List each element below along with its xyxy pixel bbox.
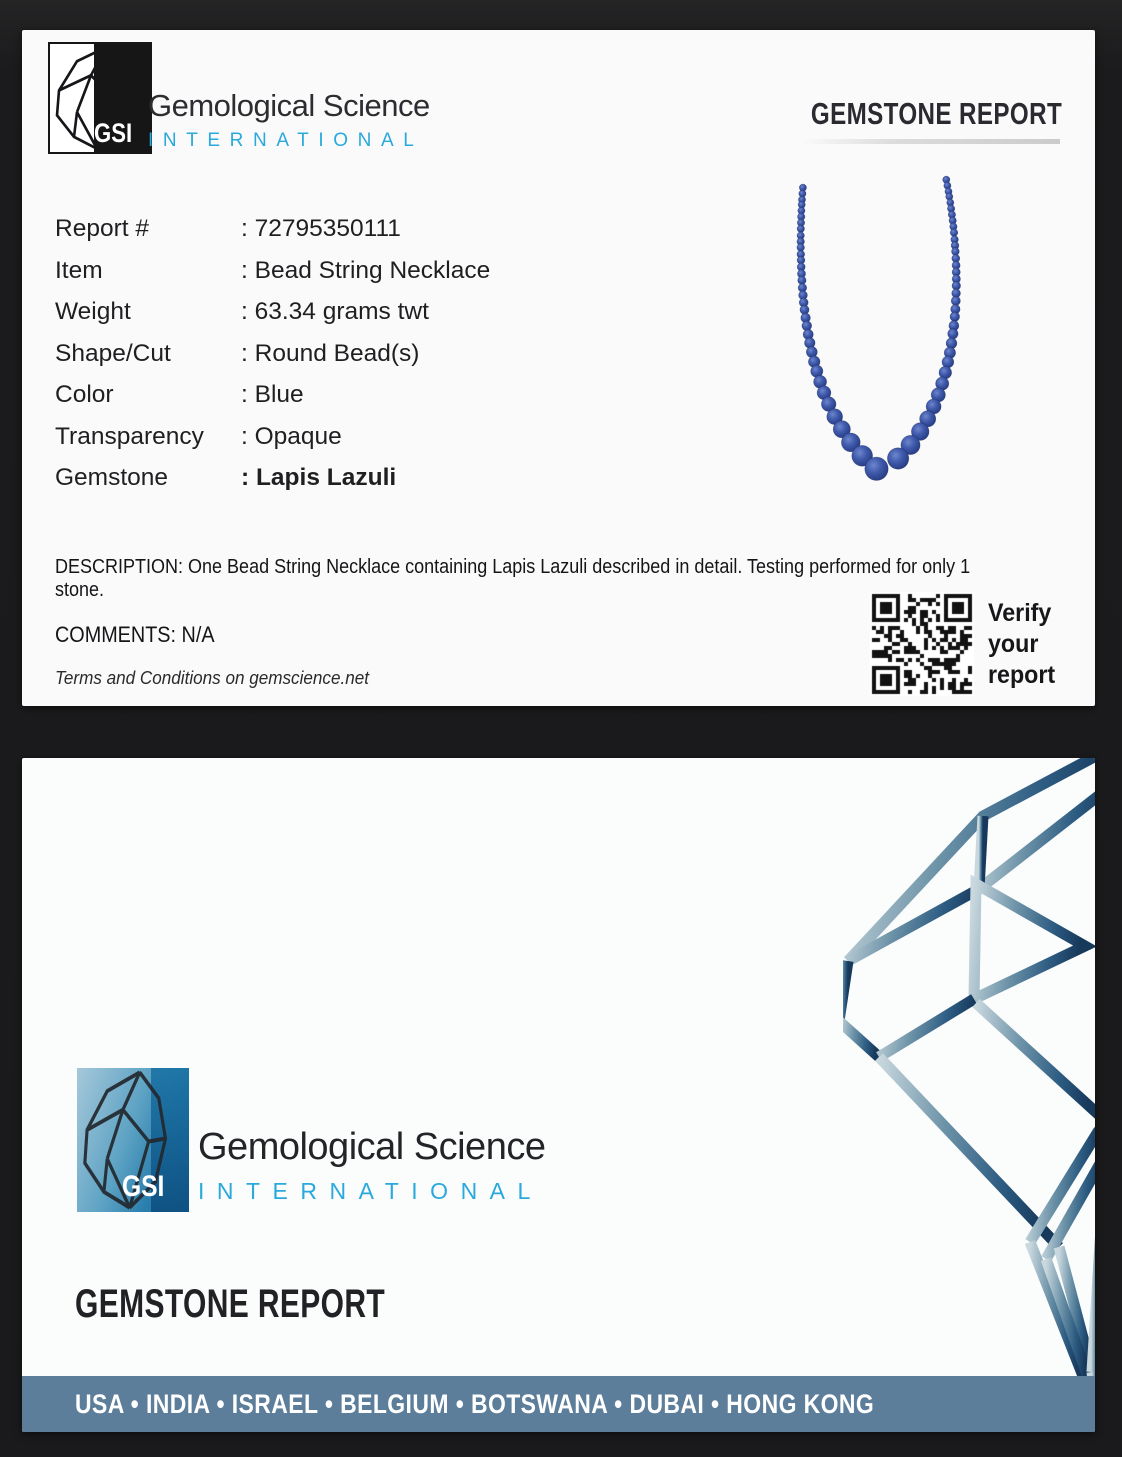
field-value: : Opaque — [241, 416, 490, 458]
field-row — [55, 333, 490, 375]
description-text: One Bead String Necklace containing Lapis Lazuli described in detail. Testing performed for only 1 stone. — [55, 556, 971, 601]
field-label: Gemstone — [55, 464, 169, 491]
verify-caption — [988, 598, 1055, 691]
field-label: Weight — [55, 298, 131, 325]
field-row — [55, 250, 490, 292]
comments-value: N/A — [181, 622, 215, 647]
field-row — [55, 457, 490, 499]
field-value: : Blue — [241, 374, 490, 416]
field-value: : 72795350111 — [241, 208, 490, 250]
gsi-logo-front — [48, 42, 152, 154]
comments-label: COMMENTS: — [55, 622, 177, 647]
field-label: Color — [55, 381, 114, 408]
brand-line1: Gemological Science — [148, 88, 430, 123]
gemstone-report-front-card — [22, 30, 1095, 706]
locations-list: USA • INDIA • ISRAEL • BELGIUM • BOTSWANA • DUBAI • HONG KONG — [75, 1389, 875, 1419]
verify-line2: your — [988, 630, 1039, 658]
brand-line2: INTERNATIONAL — [148, 130, 424, 151]
title-underline-bar — [802, 139, 1060, 144]
logo-gsi-text: GSI — [121, 1170, 165, 1203]
diamond-wireframe-graphic — [843, 758, 1095, 1432]
verify-line1: Verify — [988, 599, 1052, 627]
field-label: Item — [55, 256, 103, 284]
field-value: : Lapis Lazuli — [241, 457, 490, 499]
report-fields — [55, 208, 490, 499]
field-value: : Round Bead(s) — [241, 333, 490, 375]
field-row — [55, 416, 490, 458]
field-label: Report # — [55, 215, 149, 242]
verify-line3: report — [988, 661, 1056, 689]
gemstone-report-back-card — [22, 758, 1095, 1432]
field-row — [55, 208, 490, 250]
field-row — [55, 291, 490, 333]
field-label: Shape/Cut — [55, 339, 171, 367]
verify-qr-code — [870, 592, 974, 696]
brand-line2: INTERNATIONAL — [198, 1178, 543, 1204]
locations-footer-bar — [22, 1376, 1095, 1432]
logo-gsi-text: GSI — [94, 118, 133, 148]
blue-bead-necklace-photo — [758, 160, 1002, 490]
gsi-logo-back — [77, 1068, 189, 1212]
brand-name-back — [198, 1126, 545, 1205]
field-value: : 63.34 grams twt — [241, 291, 490, 333]
terms-note: Terms and Conditions on gemscience.net — [55, 668, 370, 688]
report-title: GEMSTONE REPORT — [810, 96, 1062, 131]
field-value: : Bead String Necklace — [241, 250, 490, 292]
comments-line — [55, 622, 215, 648]
description-label: DESCRIPTION: — [55, 556, 184, 578]
brand-line1: Gemological Science — [198, 1126, 546, 1168]
description-paragraph — [55, 556, 996, 602]
field-row — [55, 374, 490, 416]
back-report-title: GEMSTONE REPORT — [75, 1282, 386, 1326]
field-label: Transparency — [55, 422, 204, 450]
brand-name — [148, 88, 430, 152]
